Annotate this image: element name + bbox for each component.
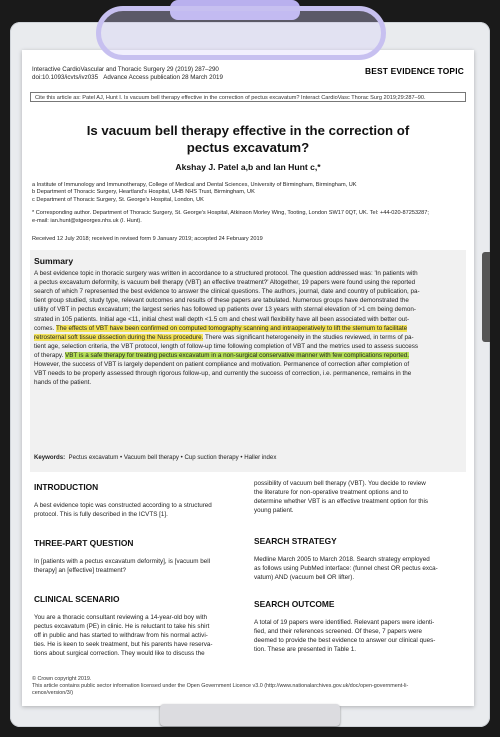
scenario-continued-line: possibility of vacuum bell therapy (VBT). You decide to review bbox=[254, 480, 426, 487]
clipboard-bottom-clip bbox=[160, 704, 340, 726]
summary-text-segment: search of which 7 represented the best evidence to answer the clinical questions. The authors, journal, date and country of publication, pa- bbox=[34, 288, 420, 296]
clipboard-clip-ring bbox=[96, 6, 386, 60]
question-line: In [patients with a pectus excavatum deformity], is [vacuum bell bbox=[34, 558, 211, 565]
scenario-line: pectus excavatum (PE) in clinic. He is reluctant to take his shirt bbox=[34, 623, 210, 630]
summary-line bbox=[34, 316, 462, 325]
highlighted-text: retrosternal soft tissue dissection during the Nuss procedure. bbox=[34, 333, 204, 341]
summary-line bbox=[34, 297, 462, 306]
summary-line bbox=[34, 270, 462, 279]
corresponding-author: * Corresponding author. Department of Thoracic Surgery, St. George's Hospital, Atkinson Morley Wing, Tooting, London SW17 0QT, UK. Tel: +44-020-87253287; bbox=[32, 210, 429, 217]
document-page bbox=[22, 50, 474, 706]
search-line: as follows using PubMed interface: (funnel chest OR pectus exca- bbox=[254, 565, 438, 572]
clinical-scenario-heading: CLINICAL SCENARIO bbox=[34, 594, 120, 604]
summary-text-segment: tient age, selection criteria, the VBT protocol, length of follow-up time following completion of VBT and the metrics used to assess success bbox=[34, 342, 419, 350]
keywords-label: Keywords: bbox=[34, 454, 66, 461]
clipboard-side-slot bbox=[482, 252, 490, 342]
access-date: Advance Access publication 28 March 2019 bbox=[103, 74, 223, 82]
scenario-line: You are a thoracic consultant reviewing a 14-year-old boy with bbox=[34, 614, 208, 621]
summary-line bbox=[34, 343, 462, 352]
affiliation: c Department of Thoracic Surgery, St. George's Hospital, London, UK bbox=[32, 196, 204, 203]
footer bbox=[32, 676, 462, 697]
licence-line: This article contains public sector information licensed under the Open Government Licence v3.0 (http://www.nationalarchives.gov.uk/doc/open-government-li- bbox=[32, 683, 409, 689]
summary-line bbox=[34, 306, 462, 315]
summary-text-segment: a pectus excavatum deformity, is vacuum bell therapy (VBT) an effective treatment?' Altogether, 19 papers were found using the reported bbox=[34, 279, 416, 287]
summary-line bbox=[34, 279, 462, 288]
summary-line bbox=[34, 370, 462, 379]
summary-text-segment: A best evidence topic in thoracic surgery was written in accordance to a structured protocol. The question addressed was: 'In patients with bbox=[34, 270, 418, 277]
summary-line bbox=[34, 361, 462, 370]
received-dates: Received 12 July 2018; received in revised form 9 January 2019; accepted 24 February 2019 bbox=[32, 236, 263, 242]
keywords bbox=[34, 454, 276, 461]
title-line: Is vacuum bell therapy effective in the correction of bbox=[86, 123, 410, 138]
summary-text-segment: strated in 105 patients. Initial age <11, initial chest wall depth <1.5 cm and chest wall flexibility have all been associated with better out- bbox=[34, 315, 410, 323]
intro-line: protocol. This is fully described in the ICVTS [1]. bbox=[34, 511, 168, 518]
summary-text-segment: There was significant heterogeneity in the studies reviewed, in terms of pa- bbox=[203, 333, 414, 341]
authors: Akshay J. Patel a,b and Ian Hunt c,* bbox=[175, 162, 321, 172]
outcome-line: A total of 19 papers were identified. Relevant papers were identi- bbox=[254, 619, 435, 626]
licence-line: cence/version/3/) bbox=[32, 690, 74, 696]
summary-text-segment: VBT needs to be properly assessed through rigorous follow-up, and currently the success of correction, i.e. permanence, remains in the bbox=[34, 370, 412, 378]
scenario-line: ties. He is keen to seek treatment, but his parents have reserva- bbox=[34, 641, 213, 648]
doi-line bbox=[32, 74, 223, 82]
search-line: vatum) AND (vacuum bell OR lifter). bbox=[254, 574, 355, 581]
search-line: Medline March 2005 to March 2018. Search strategy employed bbox=[254, 556, 430, 563]
section-label: BEST EVIDENCE TOPIC bbox=[364, 66, 464, 76]
journal-line: Interactive CardioVascular and Thoracic Surgery 29 (2019) 287–290 bbox=[32, 66, 219, 73]
summary-text-segment: utility of VBT in pectus excavatum; the largest series has followed up patients over 13 years with sternal elevation of >1 cm being demon- bbox=[34, 306, 416, 314]
doi: doi:10.1093/icvts/ivz035 bbox=[32, 74, 99, 82]
keywords-list: Pectus excavatum • Vacuum bell therapy • Cup suction therapy • Haller index bbox=[68, 454, 277, 461]
summary-text-segment: However, the success of VBT is largely dependent on patient compliance and motivation. Permanence of correction after completion of bbox=[34, 361, 410, 368]
copyright: © Crown copyright 2019. bbox=[32, 676, 92, 682]
affiliation: a Institute of Immunology and Immunotherapy, College of Medical and Dental Sciences, University of Birmingham, Birmingham, UK bbox=[32, 182, 357, 188]
introduction-heading: INTRODUCTION bbox=[34, 482, 99, 492]
article-title bbox=[42, 122, 454, 156]
search-outcome-heading: SEARCH OUTCOME bbox=[254, 599, 335, 609]
title-line: pectus excavatum? bbox=[186, 140, 310, 155]
summary-heading: Summary bbox=[34, 256, 74, 266]
three-part-question-heading: THREE-PART QUESTION bbox=[34, 538, 134, 548]
outcome-line: fied, and their references screened. Of these, 7 papers were bbox=[254, 628, 423, 635]
scenario-continued-line: the literature for non-operative treatment options and to bbox=[254, 489, 409, 496]
summary-text-segment: hands of the patient. bbox=[34, 379, 92, 387]
scenario-line: off in public and has started to withdraw from his normal activi- bbox=[34, 632, 208, 639]
corresponding-email: e-mail: ian.hunt@stgeorges.nhs.uk (I. Hunt). bbox=[32, 217, 142, 224]
summary-line bbox=[34, 379, 462, 388]
summary-text-segment: tient group studied, study type, relevant outcomes and results of these papers are tabulated. Numerous groups have demonstrated the bbox=[34, 297, 409, 305]
summary-text-segment: of therapy. bbox=[34, 351, 66, 359]
summary-text-segment: comes. bbox=[34, 324, 56, 332]
highlighted-text: VBT is a safe therapy for treating pectus excavatum in a non-surgical conservative manner with few complications reported. bbox=[65, 351, 409, 359]
citation-box: Cite this article as: Patel AJ, Hunt I. Is vacuum bell therapy effective in the correction of pectus excavatum? Interact CardioVasc Thorac Surg 2019;29:287–90. bbox=[30, 92, 466, 102]
intro-line: A best evidence topic was constructed according to a structured bbox=[34, 502, 212, 509]
scenario-continued-line: young patient. bbox=[254, 507, 294, 514]
scenario-continued-line: determine whether VBT is an effective treatment option for this bbox=[254, 498, 429, 505]
scenario-line: tions about surgical correction. They would like to discuss the bbox=[34, 650, 205, 657]
summary-line bbox=[34, 334, 462, 343]
journal-info bbox=[32, 66, 223, 82]
question-line: therapy] an [effective] treatment? bbox=[34, 567, 126, 574]
summary-line bbox=[34, 352, 462, 361]
outcome-line: deemed to provide the best evidence to answer our clinical ques- bbox=[254, 637, 436, 644]
affiliations bbox=[32, 182, 462, 225]
summary-line bbox=[34, 325, 462, 334]
summary-line bbox=[34, 288, 462, 297]
search-strategy-heading: SEARCH STRATEGY bbox=[254, 536, 337, 546]
highlighted-text: The effects of VBT have been confirmed on computed tomography scanning and intraoperatively to lift the sternum to facilitate bbox=[55, 324, 408, 332]
affiliation: b Department of Thoracic Surgery, Heartland's Hospital, UHB NHS Trust, Birmingham, UK bbox=[32, 189, 255, 196]
outcome-line: tion. These are presented in Table 1. bbox=[254, 646, 356, 653]
